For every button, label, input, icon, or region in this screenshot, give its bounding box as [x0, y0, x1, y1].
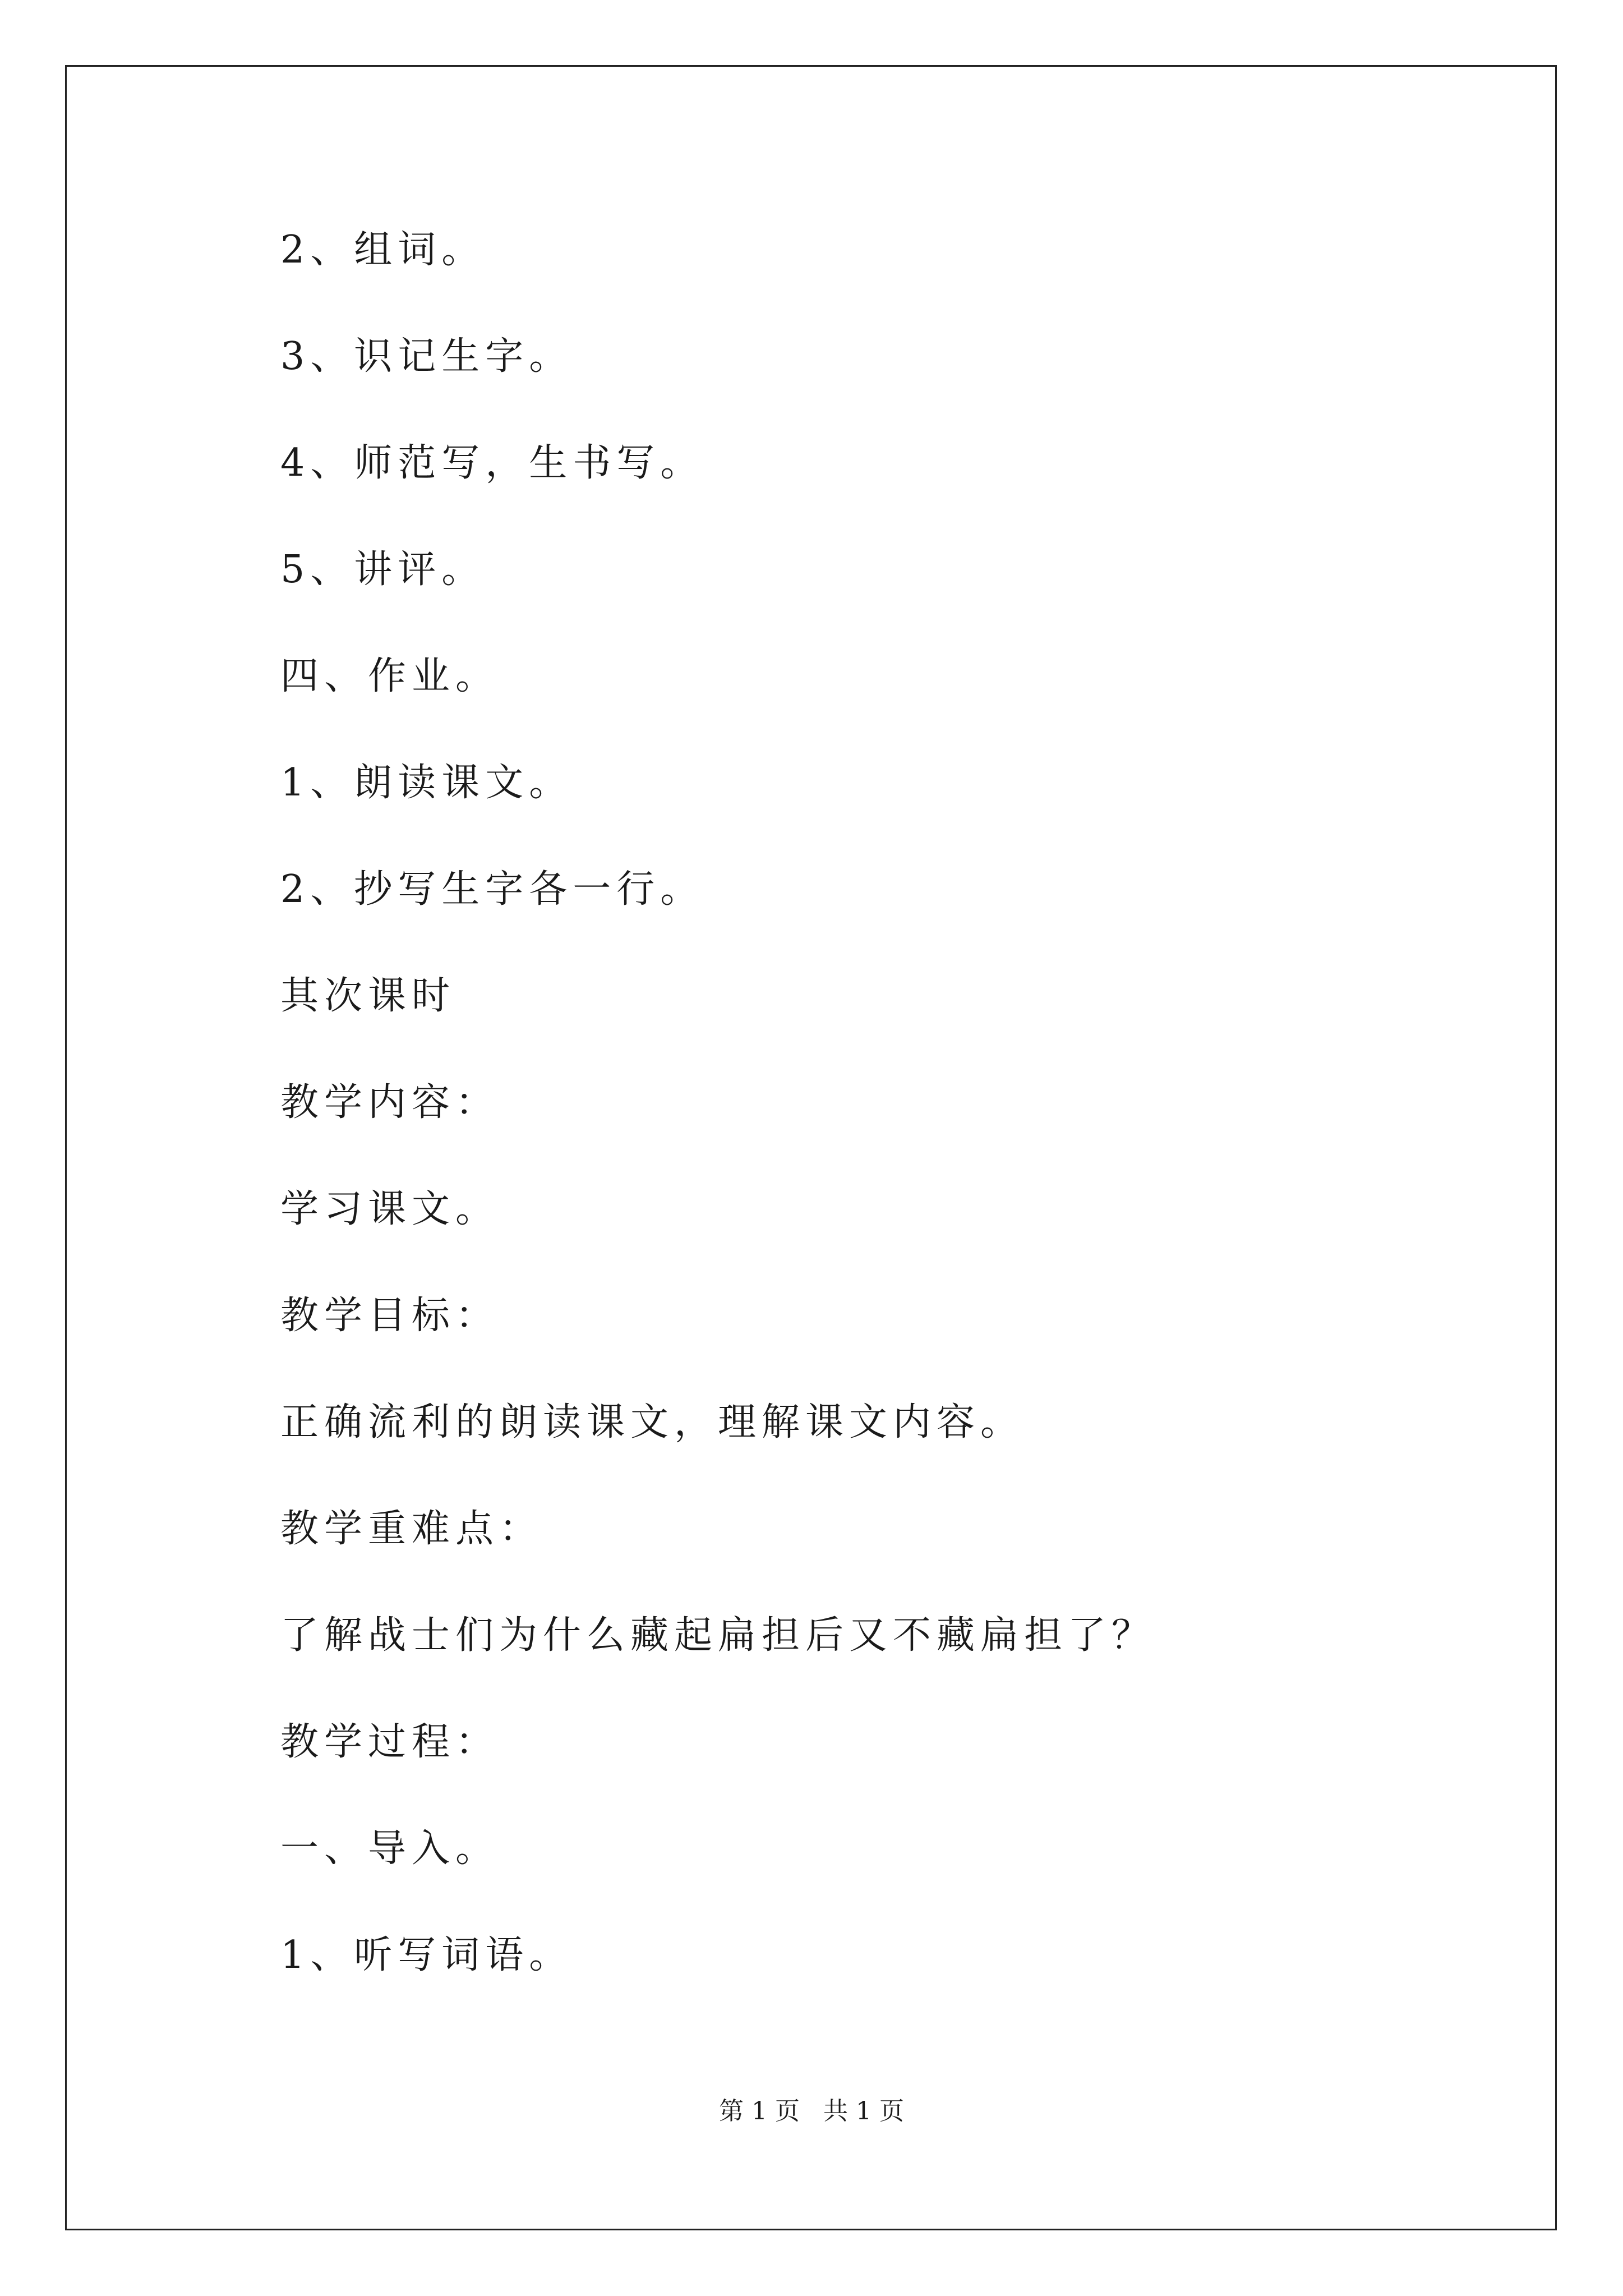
teaching-content-label: 教学内容： [280, 1080, 500, 1125]
line-dictation: 1、听写词语。 [280, 1933, 573, 1977]
footer-page-total: 共 1 页 [823, 2097, 904, 2125]
page-footer [0, 2099, 1623, 2124]
teaching-content-text: 学习课文。 [280, 1187, 500, 1231]
line-copy-characters: 2、抄写生字各一行。 [280, 867, 704, 912]
teaching-goal-label: 教学目标： [280, 1294, 500, 1338]
key-difficulty-label: 教学重难点： [280, 1507, 543, 1551]
footer-page-number: 第 1 页 [719, 2097, 800, 2125]
line-review: 5、讲评。 [280, 547, 486, 592]
section-intro-heading: 一、导入。 [280, 1826, 500, 1871]
key-difficulty-text: 了解战士们为什么藏起扁担后又不藏扁担了？ [280, 1613, 1156, 1658]
line-teacher-demo-writing: 4、师范写，生书写。 [280, 441, 704, 485]
line-group-words: 2、组词。 [280, 228, 486, 272]
line-memorize-characters: 3、识记生字。 [280, 334, 573, 379]
teaching-process-label: 教学过程： [280, 1720, 500, 1764]
line-read-text: 1、朗读课文。 [280, 761, 573, 805]
lesson-heading: 其次课时 [280, 974, 456, 1018]
page-border [65, 65, 1557, 2230]
teaching-goal-text: 正确流利的朗读课文，理解课文内容。 [280, 1400, 1025, 1444]
section-homework-heading: 四、作业。 [280, 654, 500, 698]
